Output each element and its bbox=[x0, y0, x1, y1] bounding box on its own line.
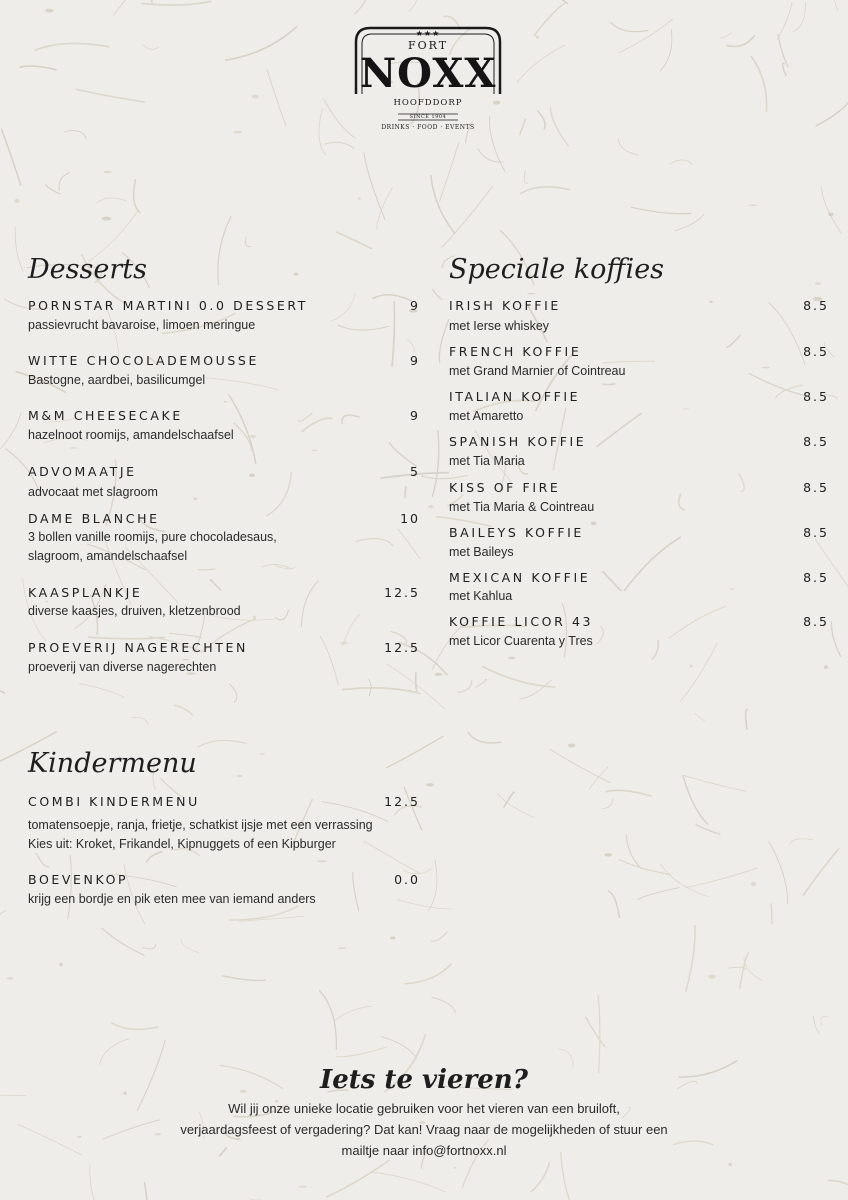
item-description: 3 bollen vanille roomijs, pure chocoladesaus, bbox=[28, 530, 277, 544]
paper-fiber bbox=[696, 825, 720, 834]
paper-fiber bbox=[170, 633, 202, 637]
item-description: met Kahlua bbox=[449, 589, 513, 603]
paper-fiber bbox=[432, 430, 438, 496]
paper-fiber bbox=[77, 90, 145, 103]
paper-speck bbox=[428, 505, 434, 508]
item-name: WITTE CHOCOLADEMOUSSE bbox=[28, 353, 259, 368]
paper-speck bbox=[46, 601, 49, 602]
paper-fiber bbox=[752, 57, 767, 112]
paper-fiber bbox=[520, 119, 526, 134]
paper-fiber bbox=[821, 1016, 827, 1025]
footer-text-line: Wil jij onze unieke locatie gebruiken voor het vieren van een bruiloft, bbox=[228, 1101, 620, 1116]
paper-fiber bbox=[431, 176, 455, 234]
item-price: 8.5 bbox=[803, 344, 829, 359]
paper-fiber bbox=[497, 793, 534, 818]
paper-speck bbox=[824, 665, 828, 669]
item-description: passievrucht bavaroise, limoen meringue bbox=[28, 318, 256, 332]
paper-fiber bbox=[831, 622, 840, 657]
paper-fiber bbox=[822, 188, 842, 234]
paper-fiber bbox=[68, 855, 72, 919]
paper-fiber bbox=[143, 45, 159, 49]
item-price: 8.5 bbox=[803, 434, 829, 449]
footer-text-line: verjaardagsfeest of vergadering? Dat kan! Vraag naar de mogelijkheden of stuur een bbox=[180, 1122, 668, 1137]
paper-fiber bbox=[590, 767, 608, 789]
item-description: proeverij van diverse nagerechten bbox=[28, 660, 217, 674]
paper-fiber bbox=[550, 0, 568, 4]
paper-fiber bbox=[377, 188, 393, 229]
paper-speck bbox=[250, 435, 256, 438]
paper-fiber bbox=[534, 4, 564, 36]
paper-speck bbox=[193, 497, 197, 500]
paper-fiber bbox=[392, 302, 395, 367]
item-description: Bastogne, aardbei, basilicumgel bbox=[28, 373, 206, 387]
item-name: SPANISH KOFFIE bbox=[449, 434, 587, 449]
paper-fiber bbox=[586, 1017, 605, 1046]
paper-fiber bbox=[669, 606, 727, 638]
paper-fiber bbox=[744, 957, 763, 981]
paper-fiber bbox=[680, 643, 717, 701]
paper-fiber bbox=[660, 29, 672, 71]
paper-fiber bbox=[302, 418, 332, 431]
paper-fiber bbox=[373, 295, 411, 301]
paper-fiber bbox=[790, 839, 813, 845]
item-description: met Baileys bbox=[449, 545, 514, 559]
paper-fiber bbox=[793, 2, 806, 32]
paper-speck bbox=[390, 936, 396, 939]
item-price: 12.5 bbox=[384, 794, 420, 809]
item-name: IRISH KOFFIE bbox=[449, 298, 561, 313]
paper-fiber bbox=[175, 705, 192, 715]
paper-fiber bbox=[778, 35, 788, 67]
item-price: 10 bbox=[400, 511, 420, 526]
paper-fiber bbox=[276, 611, 289, 620]
item-description: advocaat met slagroom bbox=[28, 485, 158, 499]
paper-fiber bbox=[816, 99, 848, 126]
paper-speck bbox=[311, 450, 317, 451]
item-name: BOEVENKOP bbox=[28, 872, 129, 887]
item-name: FRENCH KOFFIE bbox=[449, 344, 582, 359]
item-price: 8.5 bbox=[803, 480, 829, 495]
paper-fiber bbox=[433, 289, 442, 299]
paper-fiber bbox=[476, 680, 486, 687]
paper-fiber bbox=[356, 539, 393, 546]
paper-fiber bbox=[46, 185, 60, 194]
paper-fiber bbox=[777, 3, 792, 39]
paper-fiber bbox=[686, 926, 695, 991]
paper-fiber bbox=[132, 718, 148, 725]
paper-fiber bbox=[0, 645, 4, 693]
item-price: 9 bbox=[410, 408, 420, 423]
paper-fiber bbox=[783, 63, 786, 75]
item-price: 9 bbox=[410, 353, 420, 368]
item-price: 8.5 bbox=[803, 389, 829, 404]
paper-fiber bbox=[405, 487, 406, 498]
paper-fiber bbox=[97, 198, 126, 203]
paper-speck bbox=[59, 963, 62, 967]
item-name: KISS OF FIRE bbox=[449, 480, 561, 495]
item-name: KOFFIE LICOR 43 bbox=[449, 614, 594, 629]
paper-fiber bbox=[99, 1039, 130, 1065]
paper-speck bbox=[828, 213, 834, 216]
paper-fiber bbox=[112, 1023, 159, 1030]
paper-speck bbox=[338, 947, 346, 948]
paper-fiber bbox=[409, 0, 419, 11]
paper-fiber bbox=[210, 580, 220, 590]
paper-fiber bbox=[143, 944, 156, 949]
item-price: 12.5 bbox=[384, 640, 420, 655]
paper-fiber bbox=[749, 374, 804, 396]
paper-speck bbox=[708, 975, 715, 979]
paper-fiber bbox=[803, 849, 838, 895]
paper-fiber bbox=[0, 910, 6, 956]
paper-fiber bbox=[145, 1183, 150, 1200]
item-description: hazelnoot roomijs, amandelschaafsel bbox=[28, 428, 234, 442]
logo-since: SINCE 1904 bbox=[409, 114, 447, 120]
paper-fiber bbox=[518, 45, 566, 82]
desserts-title: Desserts bbox=[28, 254, 147, 285]
paper-fiber bbox=[653, 640, 659, 659]
paper-speck bbox=[729, 1163, 732, 1167]
paper-fiber bbox=[686, 868, 758, 888]
paper-fiber bbox=[301, 581, 318, 627]
item-name: KAASPLANKJE bbox=[28, 585, 143, 600]
paper-fiber bbox=[371, 1172, 446, 1192]
paper-speck bbox=[224, 401, 227, 403]
item-price: 8.5 bbox=[803, 614, 829, 629]
paper-speck bbox=[45, 9, 53, 13]
paper-fiber bbox=[432, 997, 455, 1012]
paper-fiber bbox=[550, 108, 568, 146]
paper-speck bbox=[709, 301, 713, 303]
paper-fiber bbox=[327, 1161, 389, 1197]
item-price: 5 bbox=[410, 464, 420, 479]
paper-fiber bbox=[830, 0, 838, 11]
paper-fiber bbox=[20, 66, 56, 70]
kindermenu-title: Kindermenu bbox=[28, 748, 197, 779]
paper-speck bbox=[294, 273, 299, 276]
paper-fiber bbox=[387, 736, 443, 767]
item-name: M&M CHEESECAKE bbox=[28, 408, 183, 423]
paper-fiber bbox=[331, 293, 356, 321]
paper-fiber bbox=[521, 187, 570, 194]
item-name: MEXICAN KOFFIE bbox=[449, 570, 591, 585]
paper-fiber bbox=[342, 614, 359, 645]
paper-speck bbox=[252, 95, 259, 99]
item-description: met Ierse whiskey bbox=[449, 319, 550, 333]
paper-fiber bbox=[338, 325, 389, 330]
item-description: met Tia Maria bbox=[449, 454, 525, 468]
paper-fiber bbox=[603, 799, 614, 809]
paper-fiber bbox=[603, 384, 615, 385]
paper-fiber bbox=[618, 19, 672, 53]
item-price: 9 bbox=[410, 298, 420, 313]
paper-speck bbox=[435, 673, 442, 676]
paper-fiber bbox=[226, 27, 297, 60]
paper-fiber bbox=[603, 572, 621, 591]
paper-speck bbox=[748, 204, 757, 206]
paper-speck bbox=[317, 860, 327, 862]
paper-fiber bbox=[428, 860, 437, 910]
paper-fiber bbox=[431, 932, 447, 942]
paper-speck bbox=[236, 775, 242, 777]
paper-fiber bbox=[267, 472, 292, 515]
paper-fiber bbox=[504, 792, 514, 807]
paper-speck bbox=[508, 657, 516, 659]
footer-text-line: mailtje naar info@fortnoxx.nl bbox=[341, 1143, 507, 1158]
paper-fiber bbox=[353, 873, 359, 911]
paper-fiber bbox=[611, 22, 648, 32]
paper-fiber bbox=[769, 842, 788, 904]
paper-fiber bbox=[218, 216, 231, 284]
paper-fiber bbox=[442, 187, 492, 248]
item-description: Kies uit: Kroket, Frikandel, Kipnuggets of een Kipburger bbox=[28, 837, 336, 851]
paper-fiber bbox=[416, 673, 417, 691]
item-price: 0.0 bbox=[394, 872, 420, 887]
item-price: 8.5 bbox=[803, 525, 829, 540]
paper-fiber bbox=[660, 864, 708, 897]
paper-fiber bbox=[422, 475, 468, 478]
paper-fiber bbox=[457, 681, 472, 693]
paper-fiber bbox=[468, 733, 500, 743]
paper-fiber bbox=[829, 1180, 848, 1190]
paper-fiber bbox=[727, 36, 754, 47]
paper-fiber bbox=[223, 976, 265, 981]
paper-fiber bbox=[524, 171, 528, 183]
item-price: 8.5 bbox=[803, 570, 829, 585]
paper-fiber bbox=[90, 1165, 107, 1200]
paper-fiber bbox=[229, 684, 236, 703]
paper-fiber bbox=[769, 302, 805, 364]
paper-fiber bbox=[65, 131, 87, 139]
paper-fiber bbox=[721, 33, 732, 38]
paper-fiber bbox=[618, 139, 638, 156]
paper-speck bbox=[527, 293, 536, 294]
koffies-title: Speciale koffies bbox=[449, 254, 665, 285]
paper-fiber bbox=[79, 683, 124, 697]
item-description: diverse kaasjes, druiven, kletzenbrood bbox=[28, 604, 241, 618]
paper-fiber bbox=[675, 214, 705, 231]
logo-fort: FORT bbox=[407, 39, 449, 52]
paper-fiber bbox=[670, 160, 692, 164]
paper-speck bbox=[536, 36, 539, 39]
paper-fiber bbox=[550, 749, 610, 783]
paper-fiber bbox=[246, 237, 251, 247]
paper-fiber bbox=[625, 537, 681, 590]
paper-fiber bbox=[597, 627, 603, 644]
paper-fiber bbox=[397, 900, 452, 909]
paper-fiber bbox=[679, 495, 685, 511]
paper-speck bbox=[7, 977, 14, 980]
paper-fiber bbox=[181, 940, 198, 953]
item-name: ADVOMAATJE bbox=[28, 464, 137, 479]
paper-speck bbox=[730, 588, 734, 589]
paper-speck bbox=[761, 367, 769, 369]
paper-fiber bbox=[562, 604, 566, 657]
paper-fiber bbox=[631, 207, 691, 213]
paper-fiber bbox=[342, 415, 359, 423]
paper-speck bbox=[426, 783, 434, 786]
paper-fiber bbox=[813, 1016, 819, 1034]
paper-speck bbox=[249, 474, 255, 478]
logo-tagline: DRINKS · FOOD · EVENTS bbox=[381, 124, 475, 131]
paper-fiber bbox=[325, 142, 354, 148]
item-description: met Grand Marnier of Cointreau bbox=[449, 364, 626, 378]
paper-speck bbox=[253, 616, 256, 620]
logo-city: HOOFDDORP bbox=[393, 98, 463, 108]
item-name: PROEVERIJ NAGERECHTEN bbox=[28, 640, 248, 655]
paper-fiber bbox=[198, 569, 215, 570]
paper-fiber bbox=[355, 0, 375, 14]
paper-fiber bbox=[364, 841, 419, 873]
paper-fiber bbox=[134, 180, 140, 213]
paper-fiber bbox=[440, 143, 459, 201]
paper-fiber bbox=[603, 361, 655, 363]
footer-title: Iets te vieren? bbox=[320, 1065, 528, 1095]
paper-fiber bbox=[683, 776, 708, 824]
paper-fiber bbox=[59, 173, 69, 191]
paper-fiber bbox=[746, 709, 748, 729]
paper-fiber bbox=[606, 790, 651, 796]
paper-fiber bbox=[198, 740, 246, 747]
paper-fiber bbox=[439, 320, 448, 363]
footer-section bbox=[0, 1062, 848, 1161]
paper-fiber bbox=[102, 928, 144, 955]
logo-name: NOXX bbox=[359, 50, 497, 97]
paper-fiber bbox=[262, 565, 288, 568]
paper-speck bbox=[591, 522, 597, 526]
item-description: krijg een bordje en pik eten mee van iemand anders bbox=[28, 892, 316, 906]
paper-fiber bbox=[89, 637, 165, 639]
paper-fiber bbox=[597, 414, 641, 447]
paper-fiber bbox=[334, 1006, 373, 1022]
item-price: 12.5 bbox=[384, 585, 420, 600]
paper-speck bbox=[358, 197, 360, 200]
paper-speck bbox=[815, 282, 821, 285]
paper-fiber bbox=[267, 70, 286, 125]
paper-speck bbox=[104, 171, 112, 174]
paper-speck bbox=[690, 665, 693, 668]
paper-fiber bbox=[407, 340, 414, 353]
paper-fiber bbox=[483, 667, 555, 687]
paper-fiber bbox=[0, 413, 21, 456]
paper-fiber bbox=[771, 904, 772, 924]
paper-speck bbox=[683, 408, 689, 409]
paper-fiber bbox=[390, 443, 417, 466]
paper-speck bbox=[751, 882, 756, 886]
paper-fiber bbox=[531, 1163, 549, 1192]
paper-fiber bbox=[298, 413, 312, 421]
logo-stars: ★★★ bbox=[415, 29, 441, 38]
paper-fiber bbox=[739, 473, 745, 491]
item-price: 8.5 bbox=[803, 298, 829, 313]
paper-speck bbox=[454, 1167, 457, 1169]
paper-fiber bbox=[336, 232, 371, 249]
paper-speck bbox=[604, 853, 612, 856]
item-name: COMBI KINDERMENU bbox=[28, 794, 200, 809]
paper-speck bbox=[568, 744, 576, 748]
paper-speck bbox=[339, 642, 348, 644]
paper-fiber bbox=[320, 636, 338, 685]
paper-speck bbox=[259, 753, 265, 754]
paper-fiber bbox=[638, 888, 679, 900]
paper-fiber bbox=[15, 227, 23, 271]
paper-fiber bbox=[113, 0, 155, 15]
paper-fiber bbox=[36, 853, 48, 867]
item-name: PORNSTAR MARTINI 0.0 DESSERT bbox=[28, 298, 309, 313]
paper-fiber bbox=[405, 964, 451, 984]
paper-fiber bbox=[320, 991, 337, 1049]
paper-fiber bbox=[337, 1047, 387, 1057]
item-description: met Tia Maria & Cointreau bbox=[449, 500, 595, 514]
paper-fiber bbox=[683, 775, 745, 791]
item-name: BAILEYS KOFFIE bbox=[449, 525, 584, 540]
paper-fiber bbox=[146, 852, 161, 862]
paper-speck bbox=[299, 1186, 307, 1188]
paper-speck bbox=[233, 131, 242, 134]
paper-speck bbox=[70, 447, 77, 448]
paper-fiber bbox=[206, 378, 279, 390]
paper-speck bbox=[14, 199, 19, 203]
item-description: tomatensoepje, ranja, frietje, schatkist ijsje met een verrassing bbox=[28, 818, 373, 832]
paper-fiber bbox=[343, 688, 420, 694]
item-description: met Amaretto bbox=[449, 409, 524, 423]
item-name: ITALIAN KOFFIE bbox=[449, 389, 581, 404]
item-name: DAME BLANCHE bbox=[28, 511, 160, 526]
item-description: met Licor Cuarenta y Tres bbox=[449, 634, 593, 648]
paper-speck bbox=[102, 217, 112, 221]
paper-fiber bbox=[608, 891, 619, 917]
paper-fiber bbox=[537, 111, 545, 129]
paper-fiber bbox=[727, 336, 740, 348]
paper-fiber bbox=[2, 129, 21, 185]
item-description: slagroom, amandelschaafsel bbox=[28, 549, 188, 563]
fort-noxx-logo bbox=[346, 22, 510, 140]
paper-fiber bbox=[695, 713, 705, 721]
paper-fiber bbox=[398, 529, 420, 558]
paper-fiber bbox=[35, 43, 109, 50]
paper-fiber bbox=[319, 109, 326, 155]
